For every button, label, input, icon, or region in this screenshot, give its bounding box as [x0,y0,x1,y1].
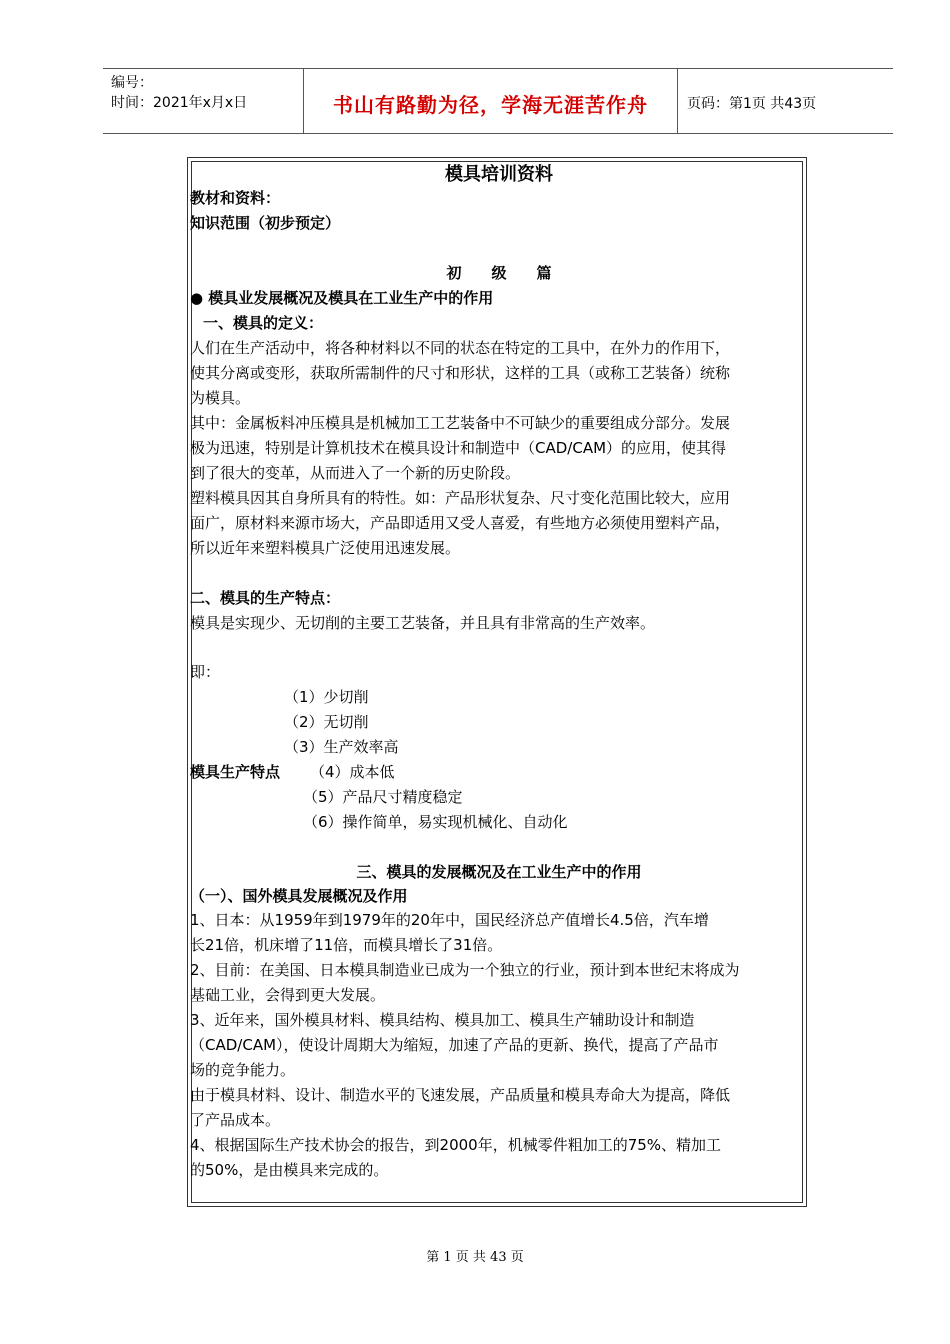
paragraph-line: 极为迅速，特别是计算机技术在模具设计和制造中（CAD/CAM）的应用，使其得 [190,439,727,457]
header-meta [111,73,247,113]
paragraph-line: 使其分离或变形，获取所需制件的尺寸和形状，这样的工具（或称工艺装备）统称 [190,364,731,382]
header-page-number: 页码：第1页 共43页 [687,96,817,112]
header-motto: 书山有路勤为径，学海无涯苦作舟 [333,93,648,117]
subsection-heading: （一）、国外模具发展概况及作用 [190,887,408,905]
paragraph-line: 到了很大的变革，从而进入了一个新的历史阶段。 [190,464,521,482]
feature-item: （2）无切削 [284,713,369,731]
paragraph-line: 基础工业，会得到更大发展。 [190,986,386,1004]
scope-heading: 知识范围（初步预定） [190,214,341,232]
section3-heading: 三、模具的发展概况及在工业生产中的作用 [356,863,642,881]
paragraph-line: 4、根据国际生产技术协会的报告，到2000年，机械零件粗加工的75%、精加工 [190,1136,722,1154]
paragraph-line: 为模具。 [190,389,251,407]
feature-item: （3）生产效率高 [284,738,399,756]
definition-heading: 一、模具的定义： [203,314,324,332]
doc-number-label: 编号： [111,75,153,91]
production-heading: 二、模具的生产特点： [190,589,341,607]
feature-item: （4）成本低 [310,763,395,781]
paragraph-line: （CAD/CAM），使设计周期大为缩短，加速了产品的更新、换代，提高了产品市 [190,1036,719,1054]
feature-label: 模具生产特点 [190,763,281,781]
paragraph-line: 其中：金属板料冲压模具是机械加工工艺装备中不可缺少的重要组成分部分。发展 [190,414,731,432]
paragraph-line: 场的竞争能力。 [190,1061,296,1079]
paragraph-line: 面广，原材料来源市场大，产品即适用又受人喜爱，有些地方必须使用塑料产品， [190,514,731,532]
paragraph-line: 即： [190,663,221,681]
paragraph-line: 了产品成本。 [190,1111,281,1129]
paragraph-line: 长21倍，机床增了11倍，而模具增长了31倍。 [190,936,503,954]
paragraph-line: 人们在生产活动中，将各种材料以不同的状态在特定的工具中，在外力的作用下， [190,339,731,357]
doc-time-label: 时间：2021年x月x日 [111,95,248,111]
page-footer: 第 1 页 共 43 页 [426,1250,524,1265]
section-heading: ● 模具业发展概况及模具在工业生产中的作用 [190,289,494,307]
paragraph-line: 3、近年来，国外模具材料、模具结构、模具加工、模具生产辅助设计和制造 [190,1011,695,1029]
materials-heading: 教材和资料： [190,189,281,207]
header-divider [677,69,678,133]
document-title: 模具培训资料 [445,164,553,185]
paragraph-line: 塑料模具因其自身所具有的特性。如：产品形状复杂、尺寸变化范围比较大，应用 [190,489,731,507]
paragraph-line: 2、目前：在美国、日本模具制造业已成为一个独立的行业，预计到本世纪末将成为 [190,961,740,979]
paragraph-line: 的50%，是由模具来完成的。 [190,1161,389,1179]
paragraph-line: 模具是实现少、无切削的主要工艺装备，并且具有非常高的生产效率。 [190,614,656,632]
paragraph-line: 所以近年来塑料模具广泛使用迅速发展。 [190,539,461,557]
paragraph-line: 由于模具材料、设计、制造水平的飞速发展，产品质量和模具寿命大为提高，降低 [190,1086,731,1104]
page-header [103,68,893,134]
level-heading: 初 级 篇 [446,264,552,282]
feature-item: （1）少切削 [284,688,369,706]
feature-item: （5）产品尺寸精度稳定 [303,788,463,806]
feature-item: （6）操作简单，易实现机械化、自动化 [303,813,568,831]
paragraph-line: 1、日本：从1959年到1979年的20年中，国民经济总产值增长4.5倍，汽车增 [190,911,709,929]
